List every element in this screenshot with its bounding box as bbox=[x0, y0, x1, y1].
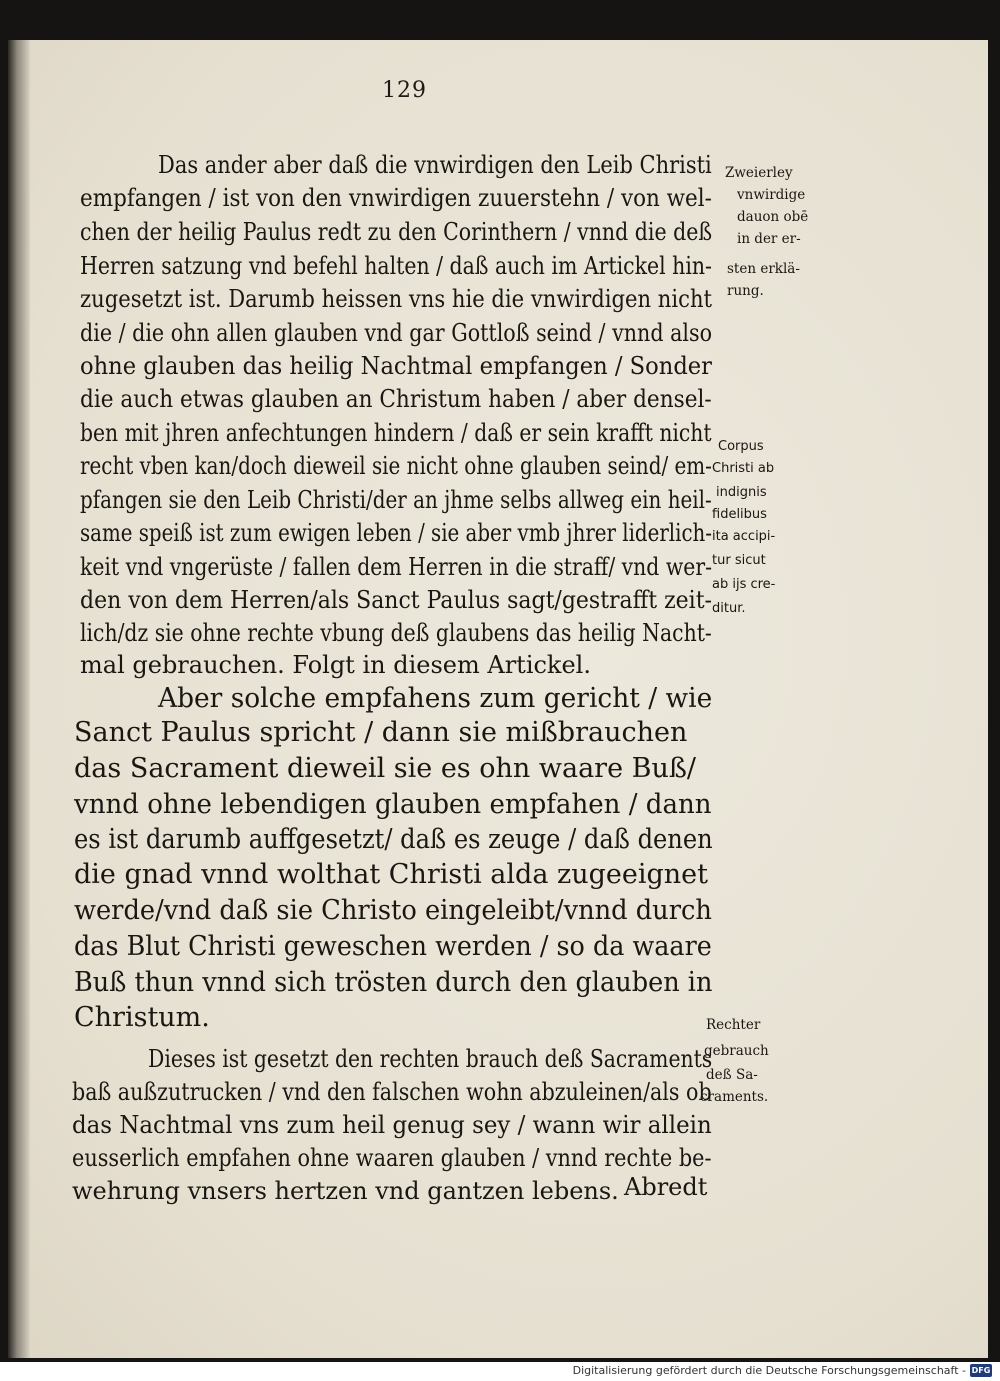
body-line: Dieses ist gesetzt den rechten brauch deß Sacraments bbox=[148, 1045, 713, 1073]
body-line: die auch etwas glauben an Christum haben / aber densel- bbox=[80, 385, 712, 413]
body-line: Christum. bbox=[74, 1002, 210, 1033]
marginal-note: Rechter bbox=[706, 1017, 761, 1033]
body-line: den von dem Herren/als Sanct Paulus sagt/gestrafft zeit- bbox=[80, 586, 712, 614]
marginal-note: deß Sa- bbox=[706, 1067, 758, 1083]
body-line: recht vben kan/doch dieweil sie nicht ohne glauben seind/ em- bbox=[80, 452, 712, 480]
body-line: baß außzutrucken / vnd den falschen wohn abzuleinen/als ob bbox=[72, 1078, 712, 1106]
body-line: die / die ohn allen glauben vnd gar Gottloß seind / vnnd also bbox=[80, 319, 713, 347]
body-line: chen der heilig Paulus redt zu den Corinthern / vnnd die deß bbox=[80, 218, 713, 246]
body-line: lich/dz sie ohne rechte vbung deß glaubens das heilig Nacht- bbox=[80, 619, 712, 647]
body-line: werde/vnd daß sie Christo eingeleibt/vnnd durch bbox=[74, 895, 712, 926]
footer-credit: Digitalisierung gefördert durch die Deutsche Forschungsgemeinschaft - bbox=[572, 1364, 966, 1377]
body-line: keit vnd vngerüste / fallen dem Herren in die straff/ vnd wer- bbox=[80, 553, 712, 581]
marginal-note: ditur. bbox=[712, 601, 746, 616]
body-line: wehrung vnsers hertzen vnd gantzen lebens. bbox=[72, 1177, 619, 1205]
marginal-note: tur sicut bbox=[712, 553, 766, 568]
marginal-note: rung. bbox=[727, 283, 764, 299]
body-line: mal gebrauchen. Folgt in diesem Artickel. bbox=[80, 651, 591, 679]
body-line: die gnad vnnd wolthat Christi alda zugeeignet bbox=[74, 859, 708, 890]
body-line: same speiß ist zum ewigen leben / sie aber vmb jhrer liderlich- bbox=[80, 519, 712, 547]
catchword: Abredt bbox=[624, 1173, 708, 1201]
body-line: das Sacrament dieweil sie es ohn waare Buß/ bbox=[74, 753, 697, 784]
body-line: Herren satzung vnd befehl halten / daß auch im Artickel hin- bbox=[80, 252, 712, 280]
marginal-note: ita accipi- bbox=[712, 529, 776, 544]
marginal-note: Christi ab bbox=[712, 461, 775, 476]
body-line: das Nachtmal vns zum heil genug sey / wann wir allein bbox=[72, 1111, 712, 1139]
body-line: ben mit jhren anfechtungen hindern / daß er sein krafft nicht bbox=[80, 419, 712, 447]
marginal-note: in der er- bbox=[737, 231, 801, 247]
body-line: das Blut Christi geweschen werden / so da waare bbox=[74, 931, 712, 962]
body-line: ohne glauben das heilig Nachtmal empfangen / Sonder bbox=[80, 352, 712, 380]
page-gutter bbox=[8, 40, 30, 1358]
marginal-note: sten erklä- bbox=[727, 261, 800, 277]
body-line: empfangen / ist von den vnwirdigen zuuerstehn / von wel- bbox=[80, 184, 712, 212]
page-number: 129 bbox=[382, 78, 427, 103]
marginal-note: ab ijs cre- bbox=[712, 577, 776, 592]
marginal-note: fidelibus bbox=[712, 507, 767, 522]
marginal-note: indignis bbox=[716, 485, 767, 500]
body-line: vnnd ohne lebendigen glauben empfahen / dann bbox=[74, 789, 712, 820]
body-line: zugesetzt ist. Darumb heissen vns hie die vnwirdigen nicht bbox=[80, 285, 713, 313]
marginal-note: gebrauch bbox=[704, 1043, 769, 1059]
body-line: Buß thun vnnd sich trösten durch den glauben in bbox=[74, 967, 713, 998]
marginal-note: dauon obē bbox=[737, 209, 809, 225]
body-line: Sanct Paulus spricht / dann sie mißbrauchen bbox=[74, 717, 688, 748]
dfg-logo: DFG bbox=[971, 1366, 991, 1375]
marginal-note: Corpus bbox=[718, 439, 764, 454]
marginal-note: craments. bbox=[700, 1089, 769, 1105]
marginal-note: Zweierley bbox=[725, 165, 793, 181]
body-line: pfangen sie den Leib Christi/der an jhme selbs allweg ein heil- bbox=[80, 486, 712, 514]
footer-bar bbox=[0, 1362, 1000, 1381]
body-line: Das ander aber daß die vnwirdigen den Leib Christi bbox=[158, 151, 712, 179]
marginal-note: vnwirdige bbox=[737, 187, 806, 203]
body-line: eusserlich empfahen ohne waaren glauben / vnnd rechte be- bbox=[72, 1144, 712, 1172]
body-line: es ist darumb auffgesetzt/ daß es zeuge / daß denen bbox=[74, 824, 713, 855]
body-line: Aber solche empfahens zum gericht / wie bbox=[158, 683, 713, 714]
